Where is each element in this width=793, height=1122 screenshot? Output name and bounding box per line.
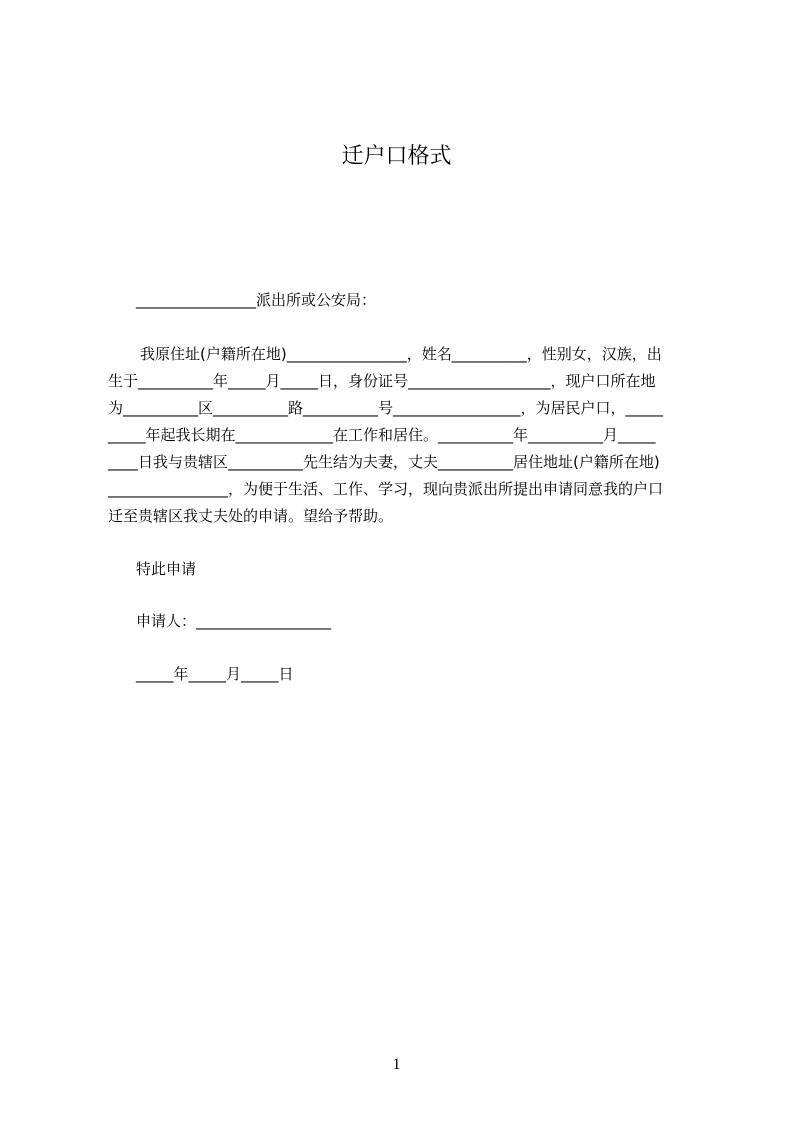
body-line: 为__________区__________路__________号_________________，为居民户口，_____ <box>108 399 664 417</box>
body-line: 迁至贵辖区我丈夫处的申请。望给予帮助。 <box>108 507 394 525</box>
body-line: 我原住址(户籍所在地)________________，姓名__________，性别女，汉族，出 <box>140 345 662 363</box>
date-line: _____年_____月_____日 <box>136 665 294 683</box>
body-line: _____年起我长期在_____________在工作和居住。__________年__________月_____ <box>108 426 656 444</box>
applicant-line: 申请人：__________________ <box>136 612 332 630</box>
body-line: ____日我与贵辖区__________先生结为夫妻，丈夫__________居住地址(户籍所在地) <box>108 453 660 471</box>
body-line: ________________，为便于生活、工作、学习，现向贵派出所提出申请同意我的户口 <box>108 480 664 498</box>
body-line: 生于__________年_____月_____日，身份证号___________________，现户口所在地 <box>108 372 656 390</box>
addressee-line: ________________派出所或公安局： <box>136 291 377 309</box>
page-number: 1 <box>392 1056 401 1073</box>
document-title: 迁户口格式 <box>341 144 452 169</box>
closing-line: 特此申请 <box>136 560 197 578</box>
